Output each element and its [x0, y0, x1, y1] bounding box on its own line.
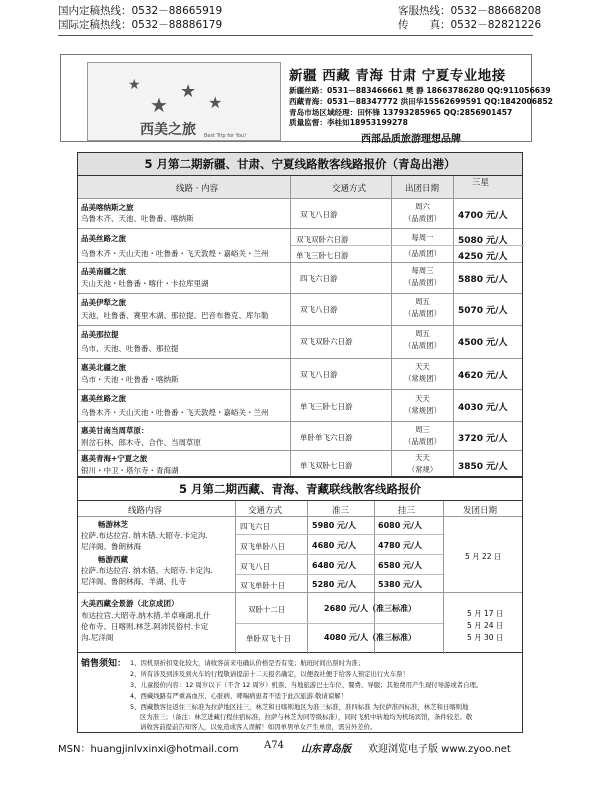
route-stops: 天山天池・吐鲁番・喀什・卡拉库里湖: [81, 279, 209, 288]
route-name: 品美丝路之旅: [81, 234, 126, 243]
note-line: 1、因机票折扣变化较大，请收客前来电确认价格是否有变；航班时间出票时为准；: [130, 659, 365, 667]
transport: 单卧单飞六日游: [300, 433, 353, 442]
xinjiang-price-table: [77, 152, 523, 477]
divider: [78, 389, 522, 390]
footer-msn: MSN：huangjinlvxinxi@hotmail.com: [58, 744, 239, 755]
route-stops: 乌鲁木齐・天山天池・吐鲁番・飞天敦煌・嘉峪关・兰州: [81, 249, 269, 258]
route-stops: 沟.尼洋阁: [81, 633, 114, 642]
transport: 双飞单卧十日: [240, 581, 285, 590]
header-date: 出团日期: [405, 184, 440, 194]
col-divider: [453, 176, 454, 476]
price: 5070 元/人: [458, 306, 508, 316]
route-stops: 乌鲁木齐・天山天池・吐鲁番・飞天敦煌・嘉峪关・兰州: [81, 408, 269, 417]
col-divider: [290, 176, 291, 476]
route-stops: 则岔石林、郎木寺、合作、当周草原: [81, 438, 201, 447]
price-a: 4080 元/人（准三标准）: [324, 633, 416, 642]
agency-logo: [87, 62, 281, 141]
depart-date: 5 月 22 日: [465, 552, 502, 561]
tour-grade: （常规团）: [404, 374, 441, 383]
route-stops: 拉萨.布达拉宫. 纳木错.大昭寺.卡定沟.: [81, 531, 208, 540]
tour-grade: （品质团）: [404, 341, 441, 350]
route-stops: 尼洋阁、鲁朗林海、羊湖、扎寺: [81, 577, 186, 586]
divider: [78, 516, 522, 517]
price-a: 4680 元/人: [312, 541, 356, 550]
tibet-price-table: [77, 477, 523, 653]
table-header: [78, 176, 522, 198]
fax-line: 传 真：0532－82821226: [398, 19, 542, 31]
price-a: 5280 元/人: [312, 580, 356, 589]
notes-title: 销售须知：: [81, 659, 127, 669]
route-name: 惠美青海+宁夏之旅: [81, 454, 148, 463]
transport: 单飞双卧七日游: [300, 461, 353, 470]
route-name: 惠美北疆之旅: [81, 363, 126, 372]
price-b: 5380 元/人: [378, 580, 422, 589]
transport: 单卧双飞十日: [246, 634, 291, 643]
col-divider: [443, 501, 444, 654]
note-line: 2、所有涉及到涉及到火车的行程敬请提前十二天报名确定，以便我社便于给客人预定出行火车票！: [130, 670, 409, 678]
price: 5880 元/人: [458, 275, 508, 285]
divider: [78, 421, 522, 422]
depart-day: 周五: [415, 329, 430, 338]
star-icon: ★: [208, 93, 223, 112]
depart-day: 周五: [415, 297, 430, 306]
depart-day: 周六: [415, 202, 430, 211]
note-line: 4、西藏线路有严重高血压、心脏病、哮喘病患者不适于此次旅游.敬请谅解！: [130, 692, 347, 700]
depart-day: 每周一: [411, 233, 434, 242]
ad-brand: 西部品质旅游理想品牌: [361, 134, 461, 145]
price: 4030 元/人: [458, 403, 508, 413]
transport: 四飞六日游: [300, 274, 338, 283]
price: 4620 元/人: [458, 371, 508, 381]
star-icon: ★: [150, 93, 168, 117]
price-b: 6580 元/人: [378, 561, 422, 570]
tour-grade: （品质团）: [404, 309, 441, 318]
header-route: 线路 · 内容: [176, 184, 219, 194]
depart-day: 天天: [415, 394, 430, 403]
route-stops: 尼洋阁、鲁朗林海: [81, 542, 141, 551]
col-divider: [235, 501, 236, 654]
divider: [78, 293, 522, 294]
transport: 双飞双卧六日游: [300, 337, 353, 346]
ad-line: 质量监督：李桂如18953199278: [289, 118, 408, 127]
footer-brand: 山东青岛版: [301, 744, 351, 755]
ad-title: 新疆 西藏 青海 甘肃 宁夏专业地接: [289, 68, 506, 84]
route-stops: 伦布寺、日喀则.林芝.阿沛民俗村.卡定: [81, 622, 209, 631]
transport: 单飞三卧七日游: [300, 402, 353, 411]
section-title: 5 月第二期新疆、甘肃、宁夏线路散客线路报价（青岛出港）: [78, 153, 522, 175]
header-divider: [58, 35, 533, 36]
price: 4250 元/人: [458, 252, 508, 262]
route-stops: 拉萨.布达拉宫. 纳木错、大昭寺.卡定沟.: [81, 566, 213, 575]
header-route: 线路内容: [128, 506, 163, 516]
route-stops: 乌鲁木齐、天池、吐鲁番、喀纳斯: [81, 214, 194, 223]
sub-divider: [236, 574, 443, 575]
route-stops: 乌市・天池・吐鲁番・喀纳斯: [81, 375, 179, 384]
divider: [78, 228, 522, 229]
star-icon: ★: [128, 77, 141, 93]
depart-day: 每周三: [411, 266, 434, 275]
transport: 双飞八日游: [300, 305, 338, 314]
tour-grade: （常规团）: [404, 406, 441, 415]
header-a: 准三: [332, 506, 350, 516]
route-name: 品美那拉提: [81, 330, 119, 339]
header-b: 挂三: [398, 506, 416, 516]
transport: 双飞单卧八日: [240, 542, 285, 551]
footer-website: 欢迎浏览电子版 www.zyoo.net: [368, 744, 511, 755]
transport: 双飞八日游: [300, 370, 338, 379]
tour-grade: （品质团）: [404, 214, 441, 223]
price: 4700 元/人: [458, 211, 508, 221]
route-stops: 乌市、天池、吐鲁番、那拉提: [81, 344, 179, 353]
route-name: 大美西藏全景游（北京成团）: [81, 599, 179, 608]
note-line: 请收客前提前告知客人，以免造成客人误解！如因单男单女产生单房，需另外差价。: [140, 723, 377, 731]
transport: 四飞六日: [240, 522, 270, 531]
header-transport: 交通方式: [332, 184, 367, 194]
price-b: 6080 元/人: [378, 521, 422, 530]
route-name: 品美喀纳斯之旅: [81, 203, 134, 212]
divider: [78, 325, 522, 326]
price: 3720 元/人: [458, 434, 508, 444]
divider: [78, 592, 522, 593]
note-line: 区为准三；（备注：林芝进藏行程住宿标准，拉萨与林芝为同等级标准），同时飞机中转地均为机场宾馆，条件较差。敬: [140, 713, 473, 721]
price: 5080 元/人: [458, 236, 508, 246]
route-name: 惠美丝路之旅: [81, 394, 126, 403]
service-hotline: 客服热线：0532－88668208: [398, 5, 542, 17]
price: 4500 元/人: [458, 338, 508, 348]
tour-grade: （品质团）: [404, 249, 441, 258]
route-name: 惠美甘南当周草原：: [81, 426, 149, 435]
price: 3850 元/人: [458, 462, 508, 472]
transport: 单飞三卧七日游: [296, 251, 349, 260]
note-line: 5、西藏散客往返住三标准为拉萨地区挂三，林芝和日喀则地区为准三标准，准四标准 为拉萨准四标准，林芝和日喀则地: [130, 703, 469, 711]
price-a: 5980 元/人: [312, 521, 356, 530]
route-stops: 天池、吐鲁番、赛里木湖、那拉提、巴音布鲁克、库尔勒: [81, 311, 269, 320]
sub-divider: [236, 554, 443, 555]
tour-grade: （品质团）: [404, 278, 441, 287]
ad-line: 新疆丝路：0531－883466661 樊 静 18663786280 QQ:911056639: [289, 86, 551, 95]
divider: [78, 358, 522, 359]
logo-slogan: Best Trip for You!: [204, 133, 247, 139]
divider: [78, 500, 522, 501]
page-number: A74: [264, 740, 284, 751]
ad-line: 青岛市场区域经理：田怀锋 13793285965 QQ:2856901457: [289, 108, 513, 117]
depart-day: 天天: [415, 453, 430, 462]
agency-ad: [60, 54, 553, 145]
route-stops: 布达拉宫.大昭寺.纳木措.羊卓雍湖.扎什: [81, 611, 211, 620]
domestic-hotline: 国内定稿热线：0532－88665919: [58, 5, 223, 17]
tour-grade: （品质团）: [404, 437, 441, 446]
sub-divider: [236, 623, 443, 624]
col-divider: [307, 501, 308, 654]
depart-date: 5 月 30 日: [467, 633, 504, 642]
price-a: 2680 元/人（准三标准）: [324, 604, 416, 613]
transport: 双飞八日游: [300, 210, 338, 219]
ad-line: 西藏青海：0531－88347772 洪田华15562699591 QQ:1842006852: [289, 97, 553, 106]
header-transport: 交通方式: [248, 506, 283, 516]
note-line: 3、儿童报价内容：12 周岁以下（不含 12 周岁）机票、当地旅游巴士车位、餐费、导服；其他费用产生现付导游或者自理。: [130, 681, 483, 689]
transport: 双飞八日: [240, 562, 270, 571]
transport: 双飞双卧六日游: [296, 235, 349, 244]
sales-notes: [77, 653, 523, 733]
route-name: 畅游西藏: [98, 555, 128, 564]
depart-date: 5 月 17 日: [467, 609, 504, 618]
divider: [78, 262, 522, 263]
section-title: 5 月第二期西藏、青海、青藏联线散客线路报价: [78, 478, 522, 500]
route-name: 品美伊犁之旅: [81, 298, 126, 307]
depart-day: 天天: [415, 362, 430, 371]
route-name: 畅游林芝: [98, 520, 128, 529]
route-stops: 银川・中卫・塔尔寺・青海湖: [81, 466, 179, 475]
tour-grade: （常规）: [407, 465, 438, 474]
transport: 双卧十二日: [248, 605, 286, 614]
route-name: 品美南疆之旅: [81, 267, 126, 276]
divider: [78, 450, 522, 451]
depart-date: 5 月 24 日: [467, 621, 504, 630]
price-b: 4780 元/人: [378, 541, 422, 550]
logo-name: 西美之旅: [140, 122, 196, 138]
price-a: 6480 元/人: [312, 561, 356, 570]
sub-divider: [236, 534, 443, 535]
divider: [78, 198, 522, 199]
header-price: 三星: [472, 178, 490, 188]
depart-day: 周三: [415, 425, 430, 434]
star-icon: ★: [180, 81, 197, 102]
header-date: 发团日期: [463, 506, 498, 516]
intl-hotline: 国际定稿热线：0532－88886179: [58, 19, 223, 31]
